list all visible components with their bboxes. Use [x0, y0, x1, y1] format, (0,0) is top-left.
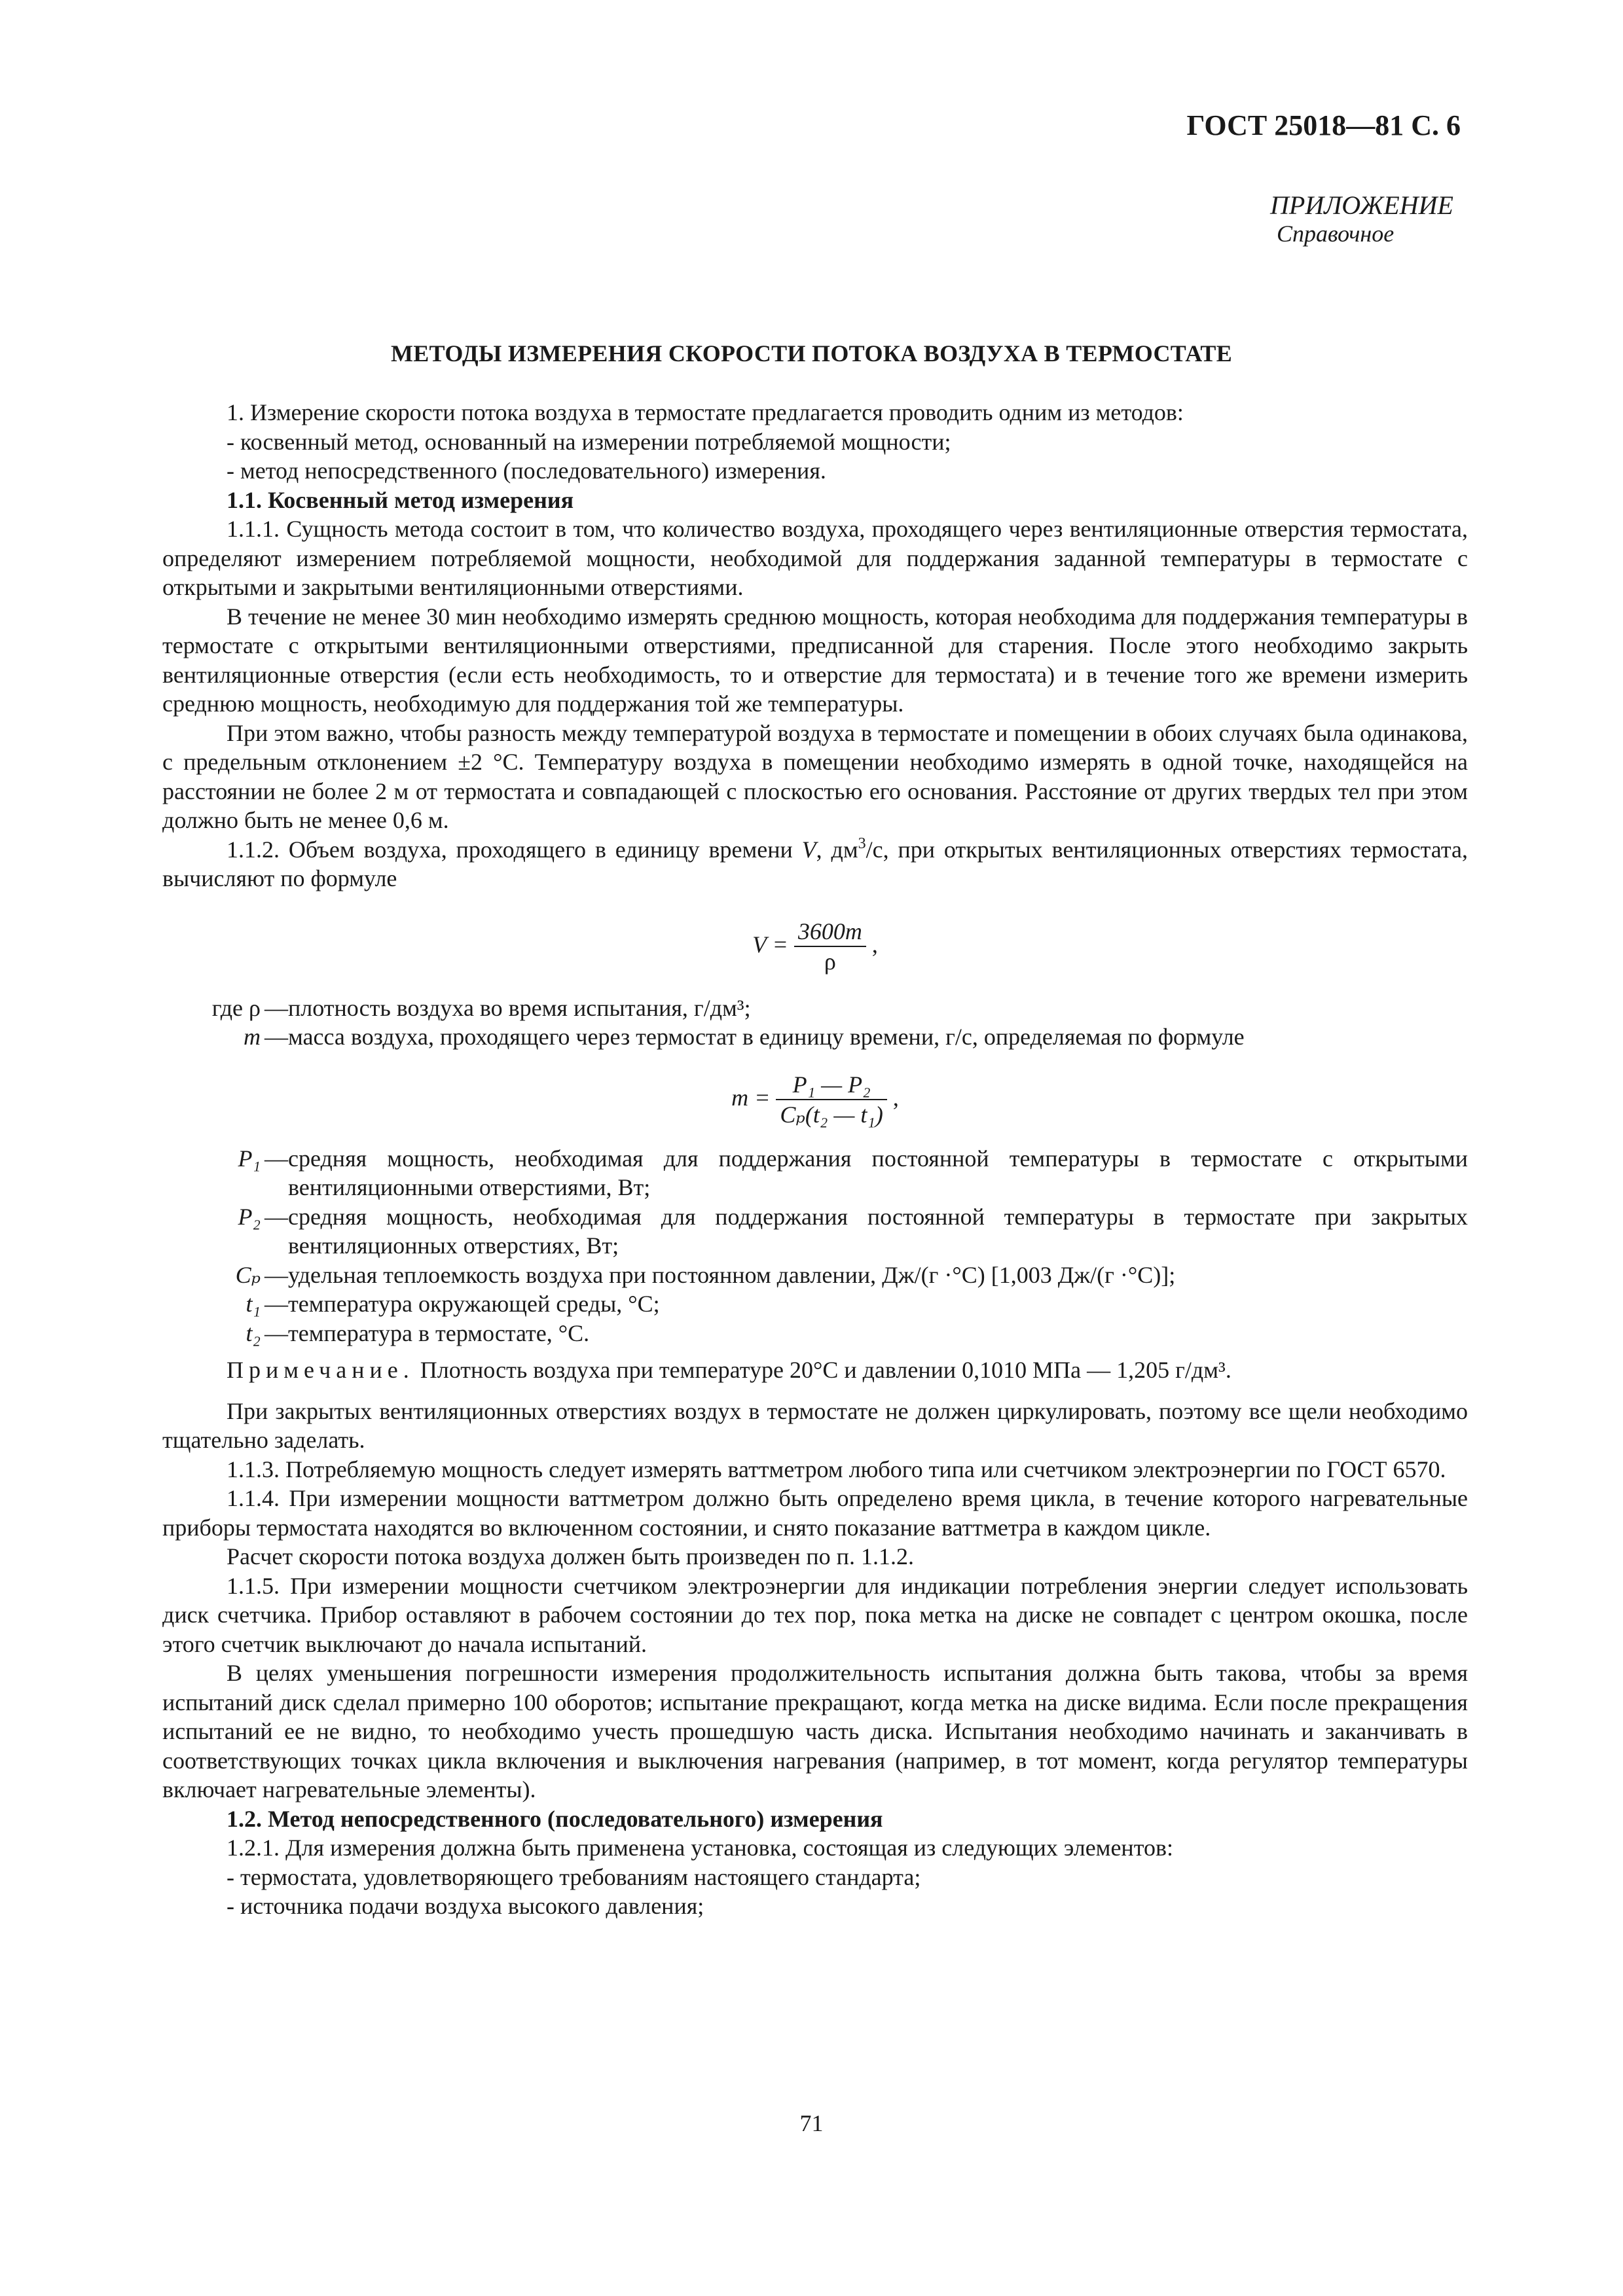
paragraph: В целях уменьшения погрешности измерения продолжительность испытания должна быть такова, чтобы за время испытаний диск сделал примерно 100 оборотов; испытание прекращают, когда метка на диске видима. Если после прекращения испытаний ее не видно, то необходимо учесть прошедшую часть диска. Испытания необходимо начинать и заканчивать в соответствующих точках цикла включения и выключения нагревания (например, в тот момент, когда регулятор температуры включает нагревательные элементы).: [162, 1660, 1468, 1803]
definition-row: где ρ — плотность воздуха во время испытания, г/дм³;: [211, 994, 751, 1021]
paragraph: При этом важно, чтобы разность между температурой воздуха в термостате и помещении в обоих случаях была одинакова, с предельным отклонением ±2 °С. Температуру воздуха в помещении необходимо измерять в одной точке, находящейся на расстоянии не более 2 м от термостата и совпадающей с плоскостью его основания. Расстояние от других твердых тел при этом должно быть не менее 0,6 м.: [162, 719, 1468, 833]
intro-list-item: - косвенный метод, основанный на измерении потребляемой мощности;: [227, 428, 951, 455]
formula-volume: V = $\frac{3600m}{\rho}$ ,: [752, 918, 878, 975]
definitions-list: [162, 994, 1468, 1052]
standard-header: ГОСТ 25018—81 С. 6: [1186, 109, 1461, 141]
definitions-list: [162, 1144, 1468, 1348]
definition-row: t₂ — температура в термостате, °С.: [246, 1319, 590, 1346]
paragraph-1-1-4: 1.1.4. При измерении мощности ваттметром должно быть определено время цикла, в течение которого нагревательные приборы термостата находятся во включенном состоянии, и снято показание ваттметра в каждом цикле.: [162, 1485, 1468, 1541]
paragraph-1-1-1: 1.1.1. Сущность метода состоит в том, что количество воздуха, проходящего через вентиляционные отверстия термостата, определяют измерением потребляемой мощности, необходимой для поддержания заданной температуры в термостате с открытыми и закрытыми вентиляционными отверстиями.: [162, 516, 1468, 600]
appendix-type: Справочное: [1277, 221, 1395, 247]
document-title: МЕТОДЫ ИЗМЕРЕНИЯ СКОРОСТИ ПОТОКА ВОЗДУХА В ТЕРМОСТАТЕ: [390, 340, 1233, 367]
paragraph-1-1-3: 1.1.3. Потребляемую мощность следует измерять ваттметром любого типа или счетчиком электроэнергии по ГОСТ 6570.: [227, 1456, 1446, 1482]
formula-mass: m = $\frac{\text{P₁ — P₂}}{\text{Cₚ(t₂ — t₁)}}$ ,: [731, 1071, 899, 1128]
intro-paragraph: 1. Измерение скорости потока воздуха в термостате предлагается проводить одним из методов:: [227, 399, 1184, 425]
definition-row: P₁ — средняя мощность, необходимая для поддержания постоянной температуры в термостате с открытыми вентиляционными отверстиями, Вт;: [238, 1145, 1468, 1200]
paragraph-1-1-5: 1.1.5. При измерении мощности счетчиком электроэнергии для индикации потребления энергии следует использовать диск счетчика. Прибор оставляют в рабочем состоянии до тех пор, пока метка на диске не совпадет с центром окошка, после этого счетчик выключают до начала испытаний.: [162, 1572, 1468, 1657]
paragraph-1-2-1: 1.2.1. Для измерения должна быть применена установка, состоящая из следующих элементов:: [227, 1835, 1173, 1861]
section-heading-1-2: 1.2. Метод непосредственного (последовательного) измерения: [227, 1805, 883, 1832]
definition-row: P₂ — средняя мощность, необходимая для поддержания постоянной температуры в термостате при закрытых вентиляционных отверстиях, Вт;: [238, 1203, 1468, 1259]
paragraph-1-1-2: 1.1.2. Объем воздуха, проходящего в единицу времени V, $дм^3/с$, при открытых вентиляционных отверстиях термостата, вычисляют по формуле: [162, 834, 1468, 891]
section-heading-1-1: 1.1. Косвенный метод измерения: [227, 486, 574, 513]
list-item: - источника подачи воздуха высокого давления;: [227, 1893, 704, 1919]
page-number: 71: [799, 2110, 824, 2136]
definition-row: t₁ — температура окружающей среды, °С;: [246, 1291, 660, 1317]
definition-row: m — масса воздуха, проходящего через термостат в единицу времени, г/с, определяемая по формуле: [244, 1024, 1245, 1050]
paragraph: При закрытых вентиляционных отверстиях воздух в термостате не должен циркулировать, поэтому все щели необходимо тщательно заделать.: [162, 1397, 1468, 1453]
paragraph: Расчет скорости потока воздуха должен быть произведен по п. 1.1.2.: [227, 1543, 914, 1570]
note: Примечание. Плотность воздуха при температуре 20°С и давлении 0,1010 МПа — 1,205 г/дм³.: [227, 1357, 1231, 1383]
paragraph: В течение не менее 30 мин необходимо измерять среднюю мощность, которая необходима для поддержания температуры в термостате с открытыми вентиляционными отверстиями, предписанной для старения. После этого необходимо закрыть вентиляционные отверстия (если есть необходимость, то и отверстие для термостата) и в течение того же времени измерить среднюю мощность, необходимую для поддержания той же температуры.: [162, 603, 1468, 717]
appendix-label: ПРИЛОЖЕНИЕ: [1270, 190, 1453, 220]
intro-list-item: - метод непосредственного (последовательного) измерения.: [227, 457, 826, 484]
document-body: [162, 398, 1468, 1921]
definition-row: Cₚ — удельная теплоемкость воздуха при постоянном давлении, Дж/(г ·°С) [1,003 Дж/(г ·°С)];: [235, 1261, 1176, 1288]
list-item: - термостата, удовлетворяющего требованиям настоящего стандарта;: [227, 1863, 921, 1890]
